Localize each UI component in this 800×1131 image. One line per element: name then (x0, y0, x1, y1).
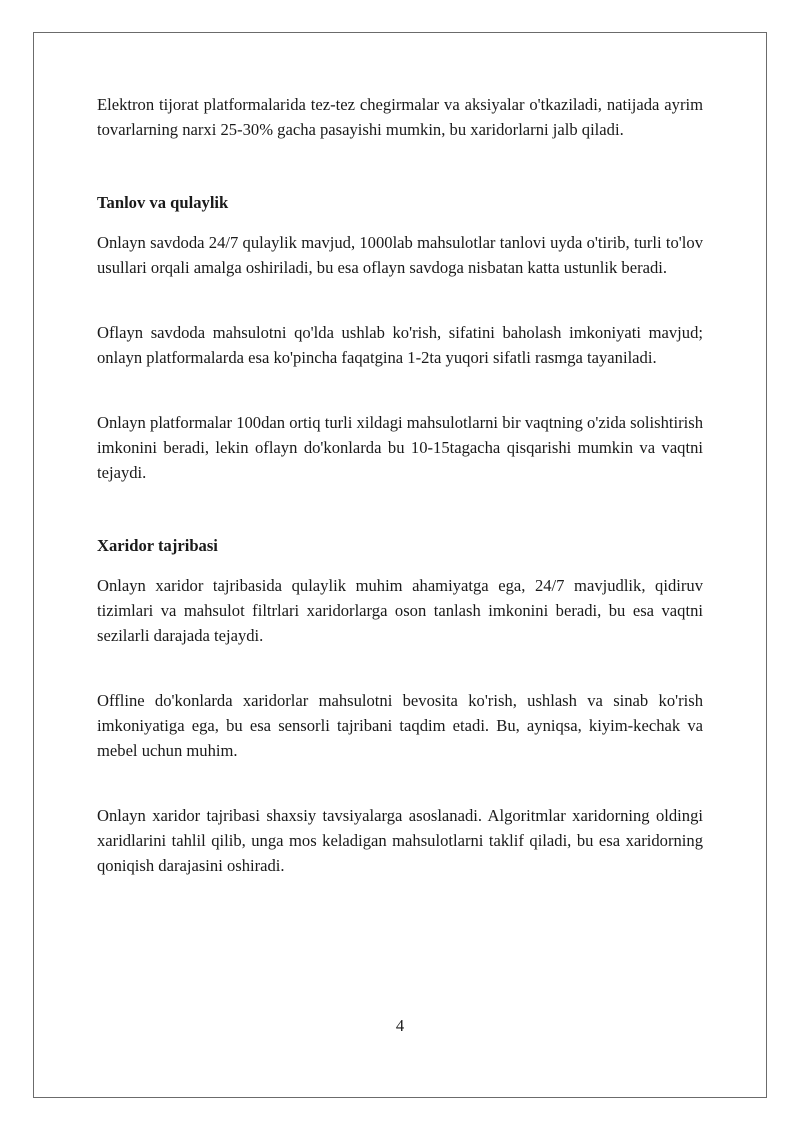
heading-customer-experience: Xaridor tajribasi (97, 536, 218, 555)
paragraph-personal-recommendations: Onlayn xaridor tajribasi shaxsiy tavsiyalarga asoslanadi. Algoritmlar xaridorning oldingi xaridlarini tahlil qilib, unga mos keladigan mahsulotlarni taklif qiladi, bu esa xaridorning qoniqish darajasini oshiradi. (97, 806, 703, 875)
paragraph-online-experience: Onlayn xaridor tajribasida qulaylik muhim ahamiyatga ega, 24/7 mavjudlik, qidiruv tizimlari va mahsulot filtrlari xaridorlarga oson tanlash imkonini beradi, bu esa vaqtni sezilarli darajada tejaydi. (97, 576, 703, 645)
paragraph-discounts: Elektron tijorat platformalarida tez-tez chegirmalar va aksiyalar o'tkaziladi, natijada ayrim tovarlarning narxi 25-30% gacha pasayishi mumkin, bu xaridorlarni jalb qiladi. (97, 95, 703, 139)
paragraph-product-comparison: Onlayn platformalar 100dan ortiq turli xildagi mahsulotlarni bir vaqtning o'zida solishtirish imkonini beradi, lekin oflayn do'konlarda bu 10-15tagacha qisqarishi mumkin va vaqtni tejaydi. (97, 413, 703, 482)
paragraph-online-convenience: Onlayn savdoda 24/7 qulaylik mavjud, 1000lab mahsulotlar tanlovi uyda o'tirib, turli to'lov usullari orqali amalga oshiriladi, bu esa oflayn savdoga nisbatan katta ustunlik beradi. (97, 233, 703, 277)
page-number: 4 (395, 1016, 405, 1035)
document-body (97, 92, 703, 878)
heading-choice-and-convenience: Tanlov va qulaylik (97, 193, 229, 212)
paragraph-offline-touch: Oflayn savdoda mahsulotni qo'lda ushlab ko'rish, sifatini baholash imkoniyati mavjud; onlayn platformalarda esa ko'pincha faqatgina 1-2ta yuqori sifatli rasmga tayaniladi. (97, 323, 703, 367)
paragraph-offline-experience: Offline do'konlarda xaridorlar mahsulotni bevosita ko'rish, ushlash va sinab ko'rish imkoniyatiga ega, bu esa sensorli tajribani taqdim etadi. Bu, ayniqsa, kiyim-kechak va mebel uchun muhim. (97, 691, 703, 760)
